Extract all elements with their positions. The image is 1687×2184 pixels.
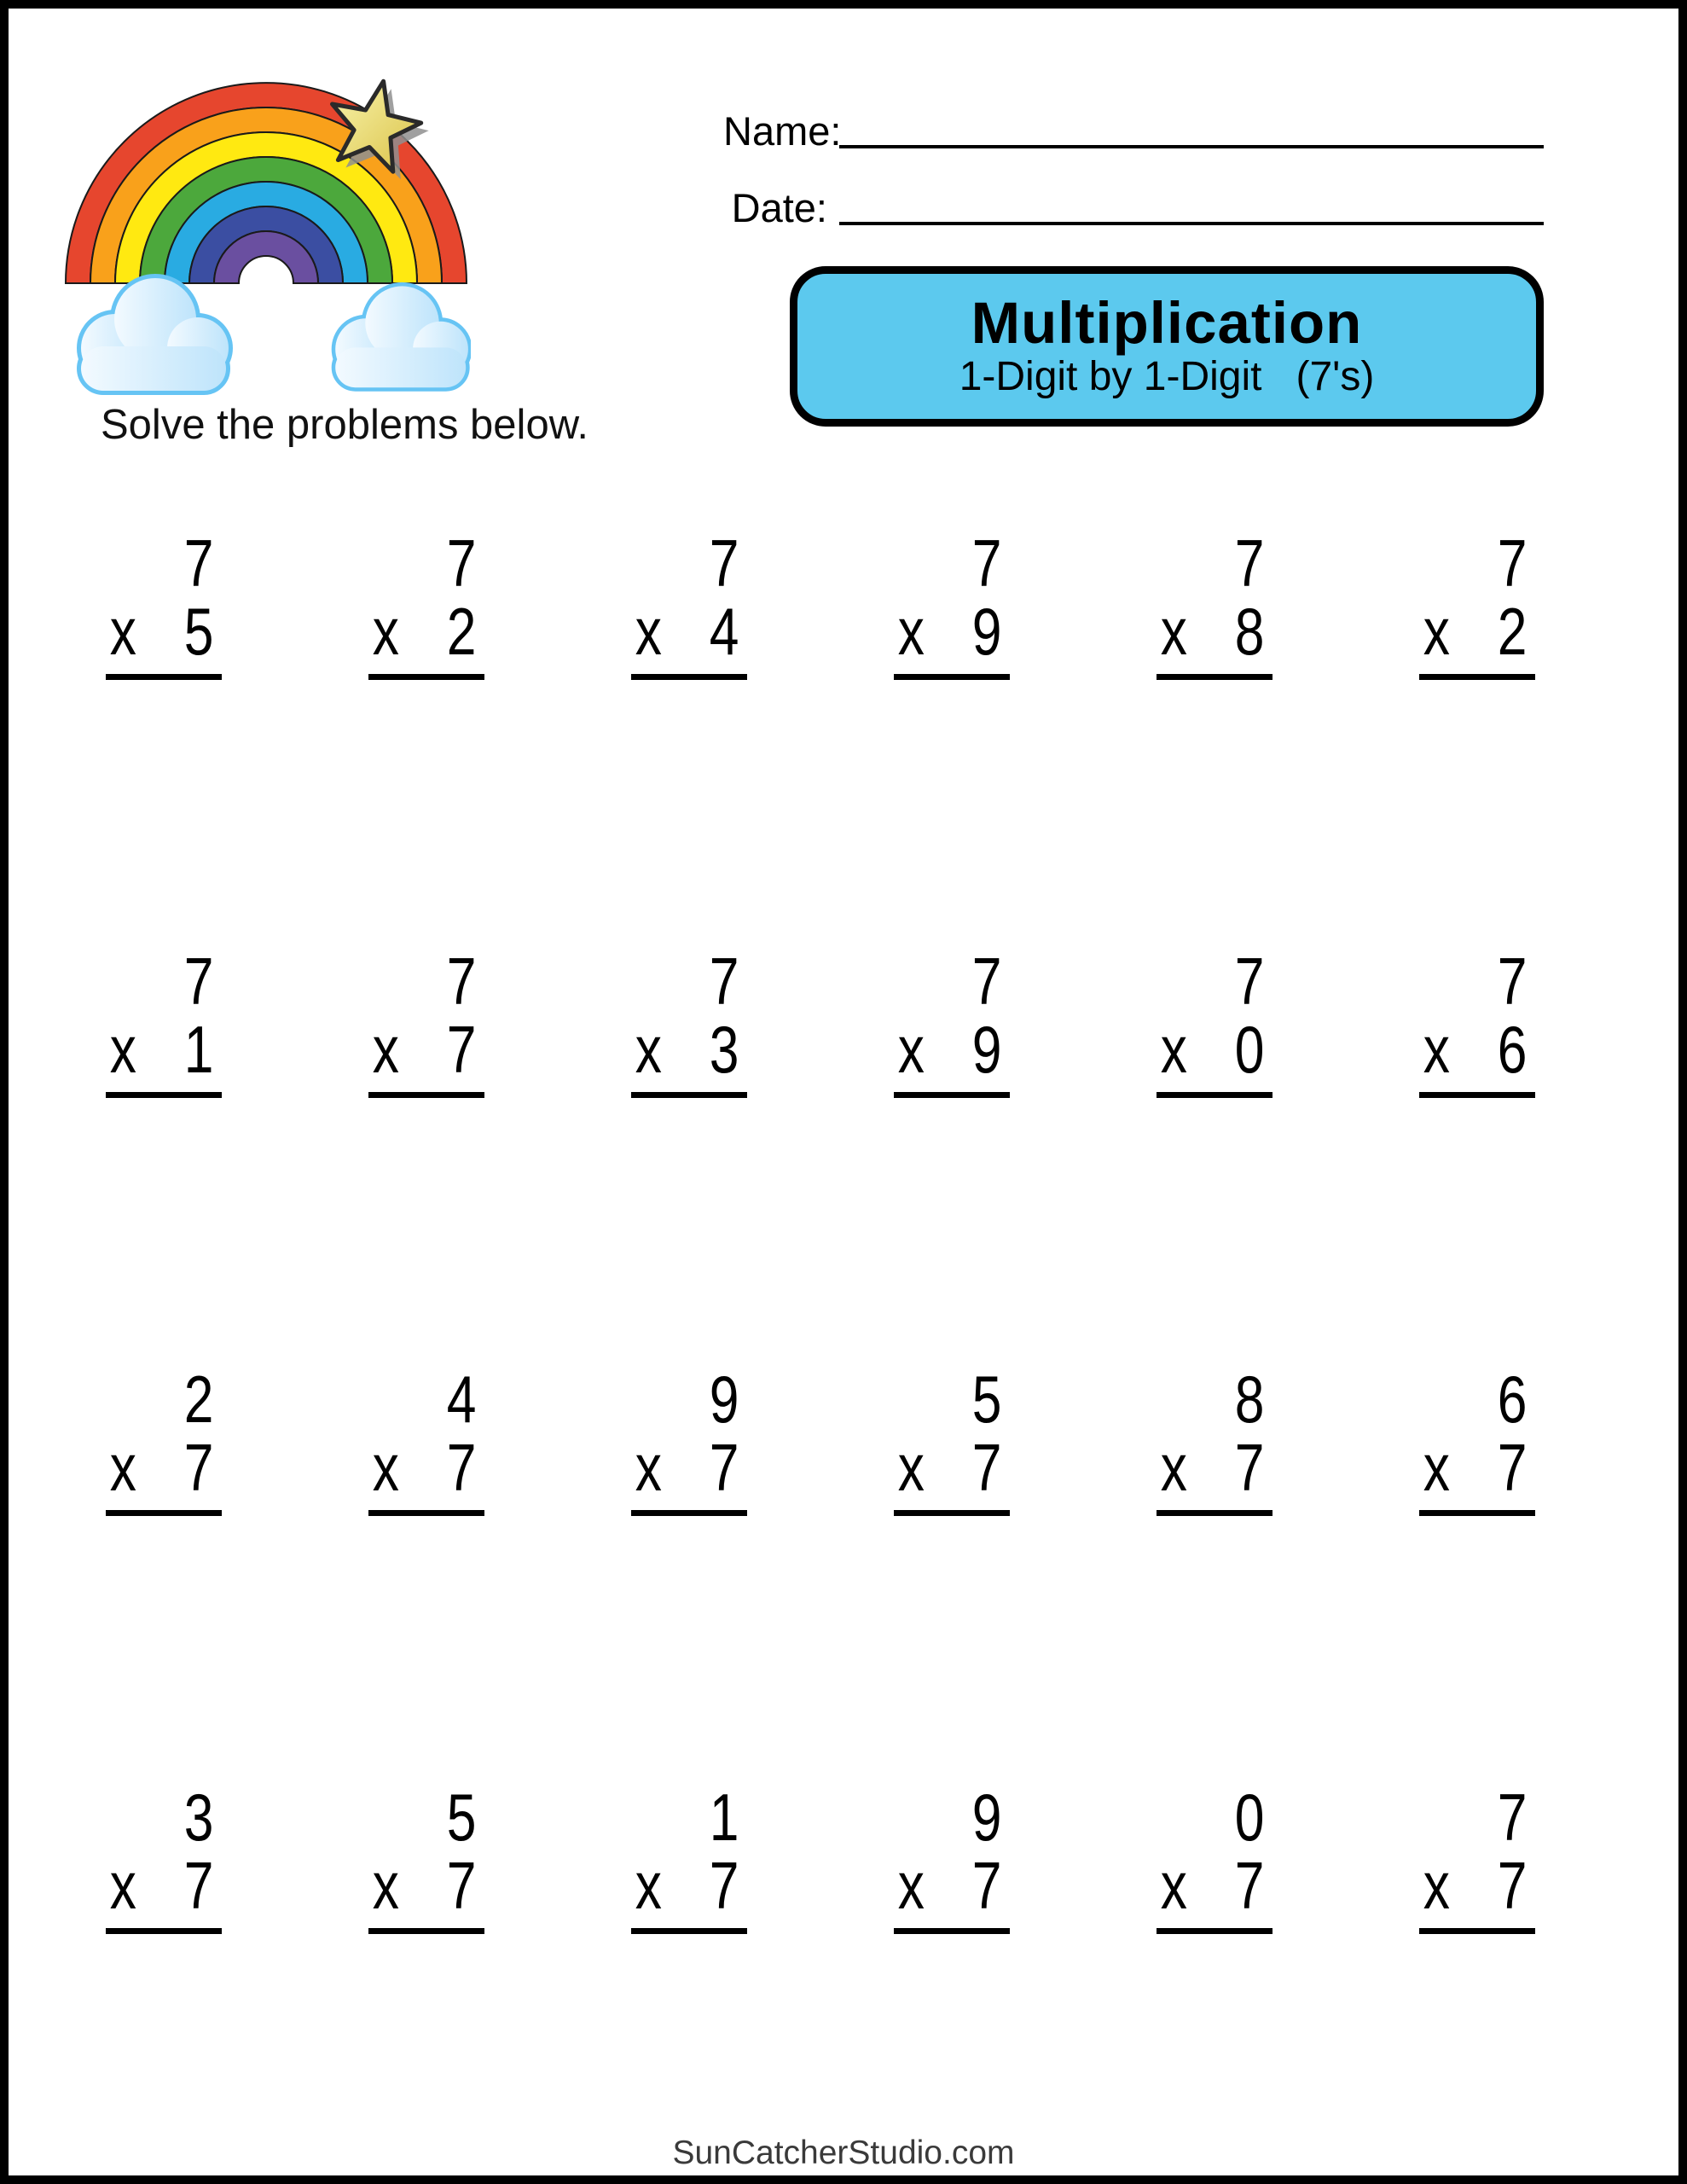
problem-cell xyxy=(1405,1362,1550,1785)
footer-website: SunCatcherStudio.com xyxy=(672,2135,1015,2171)
times-sign: x xyxy=(1423,1430,1450,1505)
problem-cell xyxy=(91,944,236,1367)
multiplier: 0 xyxy=(1234,1012,1265,1087)
times-sign: x xyxy=(635,1848,662,1923)
rainbow-svg xyxy=(61,53,471,401)
multiplicand: 6 xyxy=(1497,1362,1528,1437)
answer-line[interactable] xyxy=(368,674,484,680)
times-sign: x xyxy=(897,1012,925,1087)
problem-cell xyxy=(879,526,1024,949)
times-sign: x xyxy=(897,594,925,669)
answer-line[interactable] xyxy=(368,1510,484,1516)
answer-line[interactable] xyxy=(894,674,1010,680)
times-sign: x xyxy=(109,1848,136,1923)
times-sign: x xyxy=(372,594,399,669)
answer-line[interactable] xyxy=(631,1092,747,1098)
answer-line[interactable] xyxy=(631,674,747,680)
multiplier: 7 xyxy=(709,1430,739,1505)
problem-cell xyxy=(354,944,499,1367)
multiplier: 7 xyxy=(446,1848,477,1923)
times-sign: x xyxy=(109,1012,136,1087)
multiplicand: 7 xyxy=(1497,944,1528,1019)
multiplicand: 7 xyxy=(183,526,214,601)
name-label: Name: xyxy=(723,108,842,154)
multiplier: 7 xyxy=(971,1430,1002,1505)
problem-cell xyxy=(879,1362,1024,1785)
problem-cell xyxy=(1142,1780,1287,2184)
date-line[interactable] xyxy=(839,222,1544,225)
answer-line[interactable] xyxy=(368,1092,484,1098)
answer-line[interactable] xyxy=(894,1510,1010,1516)
answer-line[interactable] xyxy=(106,1928,222,1934)
multiplier: 7 xyxy=(971,1848,1002,1923)
rainbow-graphic xyxy=(61,53,471,401)
times-sign: x xyxy=(1160,594,1187,669)
problem-cell xyxy=(1405,944,1550,1367)
multiplier: 2 xyxy=(446,594,477,669)
problem-cell xyxy=(1142,944,1287,1367)
answer-line[interactable] xyxy=(1419,1928,1535,1934)
multiplicand: 7 xyxy=(709,944,739,1019)
multiplicand: 7 xyxy=(446,944,477,1019)
times-sign: x xyxy=(372,1012,399,1087)
multiplier: 9 xyxy=(971,1012,1002,1087)
answer-line[interactable] xyxy=(1419,674,1535,680)
multiplier: 7 xyxy=(446,1012,477,1087)
multiplicand: 7 xyxy=(1497,526,1528,601)
multiplicand: 9 xyxy=(709,1362,739,1437)
answer-line[interactable] xyxy=(106,674,222,680)
multiplicand: 7 xyxy=(971,944,1002,1019)
times-sign: x xyxy=(1160,1012,1187,1087)
cloud-right-icon xyxy=(335,286,468,387)
answer-line[interactable] xyxy=(1157,1510,1272,1516)
problem-cell xyxy=(879,1780,1024,2184)
times-sign: x xyxy=(1160,1430,1187,1505)
date-label: Date: xyxy=(731,185,827,230)
multiplier: 7 xyxy=(1497,1430,1528,1505)
problem-cell xyxy=(1142,526,1287,949)
multiplier: 2 xyxy=(1497,594,1528,669)
answer-line[interactable] xyxy=(368,1928,484,1934)
problem-cell xyxy=(617,944,762,1367)
times-sign: x xyxy=(1423,1012,1450,1087)
multiplier: 7 xyxy=(1234,1430,1265,1505)
times-sign: x xyxy=(372,1430,399,1505)
multiplicand: 2 xyxy=(183,1362,214,1437)
answer-line[interactable] xyxy=(894,1928,1010,1934)
problem-cell xyxy=(879,944,1024,1367)
problem-cell xyxy=(617,1362,762,1785)
problem-cell xyxy=(354,526,499,949)
times-sign: x xyxy=(1423,594,1450,669)
answer-line[interactable] xyxy=(106,1510,222,1516)
problem-cell xyxy=(617,526,762,949)
answer-line[interactable] xyxy=(1419,1510,1535,1516)
times-sign: x xyxy=(1423,1848,1450,1923)
problem-cell xyxy=(354,1362,499,1785)
problem-cell xyxy=(91,1780,236,2184)
times-sign: x xyxy=(372,1848,399,1923)
problems-grid xyxy=(32,526,1609,2184)
multiplier: 7 xyxy=(1234,1848,1265,1923)
multiplier: 7 xyxy=(1497,1848,1528,1923)
times-sign: x xyxy=(635,1430,662,1505)
problem-cell xyxy=(91,1362,236,1785)
multiplicand: 7 xyxy=(971,526,1002,601)
answer-line[interactable] xyxy=(1157,1928,1272,1934)
answer-line[interactable] xyxy=(1157,674,1272,680)
multiplicand: 4 xyxy=(446,1362,477,1437)
times-sign: x xyxy=(109,594,136,669)
problem-cell xyxy=(354,1780,499,2184)
multiplicand: 1 xyxy=(709,1780,739,1855)
problem-cell xyxy=(1405,526,1550,949)
answer-line[interactable] xyxy=(1157,1092,1272,1098)
times-sign: x xyxy=(897,1430,925,1505)
multiplier: 5 xyxy=(183,594,214,669)
answer-line[interactable] xyxy=(1419,1092,1535,1098)
multiplicand: 7 xyxy=(1497,1780,1528,1855)
multiplicand: 9 xyxy=(971,1780,1002,1855)
problem-cell xyxy=(1142,1362,1287,1785)
problem-cell xyxy=(617,1780,762,2184)
problem-cell xyxy=(91,526,236,949)
date-field-row xyxy=(723,179,1544,230)
multiplicand: 0 xyxy=(1234,1780,1265,1855)
problem-cell xyxy=(1405,1780,1550,2184)
name-date-block xyxy=(723,102,1544,256)
multiplier: 1 xyxy=(183,1012,214,1087)
multiplier: 6 xyxy=(1497,1012,1528,1087)
multiplier: 9 xyxy=(971,594,1002,669)
worksheet-subtitle: 1-Digit by 1-Digit (7's) xyxy=(959,354,1375,399)
times-sign: x xyxy=(109,1430,136,1505)
multiplicand: 5 xyxy=(446,1780,477,1855)
multiplicand: 5 xyxy=(971,1362,1002,1437)
title-box xyxy=(790,266,1544,427)
multiplier: 8 xyxy=(1234,594,1265,669)
multiplicand: 7 xyxy=(183,944,214,1019)
multiplier: 7 xyxy=(446,1430,477,1505)
answer-line[interactable] xyxy=(631,1928,747,1934)
answer-line[interactable] xyxy=(631,1510,747,1516)
multiplicand: 7 xyxy=(709,526,739,601)
times-sign: x xyxy=(897,1848,925,1923)
multiplicand: 3 xyxy=(183,1780,214,1855)
answer-line[interactable] xyxy=(106,1092,222,1098)
multiplicand: 7 xyxy=(1234,526,1265,601)
multiplier: 7 xyxy=(709,1848,739,1923)
multiplier: 7 xyxy=(183,1430,214,1505)
multiplier: 7 xyxy=(183,1848,214,1923)
multiplier: 4 xyxy=(709,594,739,669)
answer-line[interactable] xyxy=(894,1092,1010,1098)
worksheet-title: Multiplication xyxy=(971,290,1363,356)
times-sign: x xyxy=(1160,1848,1187,1923)
multiplier: 3 xyxy=(709,1012,739,1087)
multiplicand: 7 xyxy=(1234,944,1265,1019)
multiplicand: 7 xyxy=(446,526,477,601)
multiplicand: 8 xyxy=(1234,1362,1265,1437)
name-field-row xyxy=(723,102,1544,154)
instruction-text: Solve the problems below. xyxy=(101,402,588,448)
cloud-left-icon xyxy=(81,278,229,391)
times-sign: x xyxy=(635,594,662,669)
times-sign: x xyxy=(635,1012,662,1087)
name-line[interactable] xyxy=(839,145,1544,148)
